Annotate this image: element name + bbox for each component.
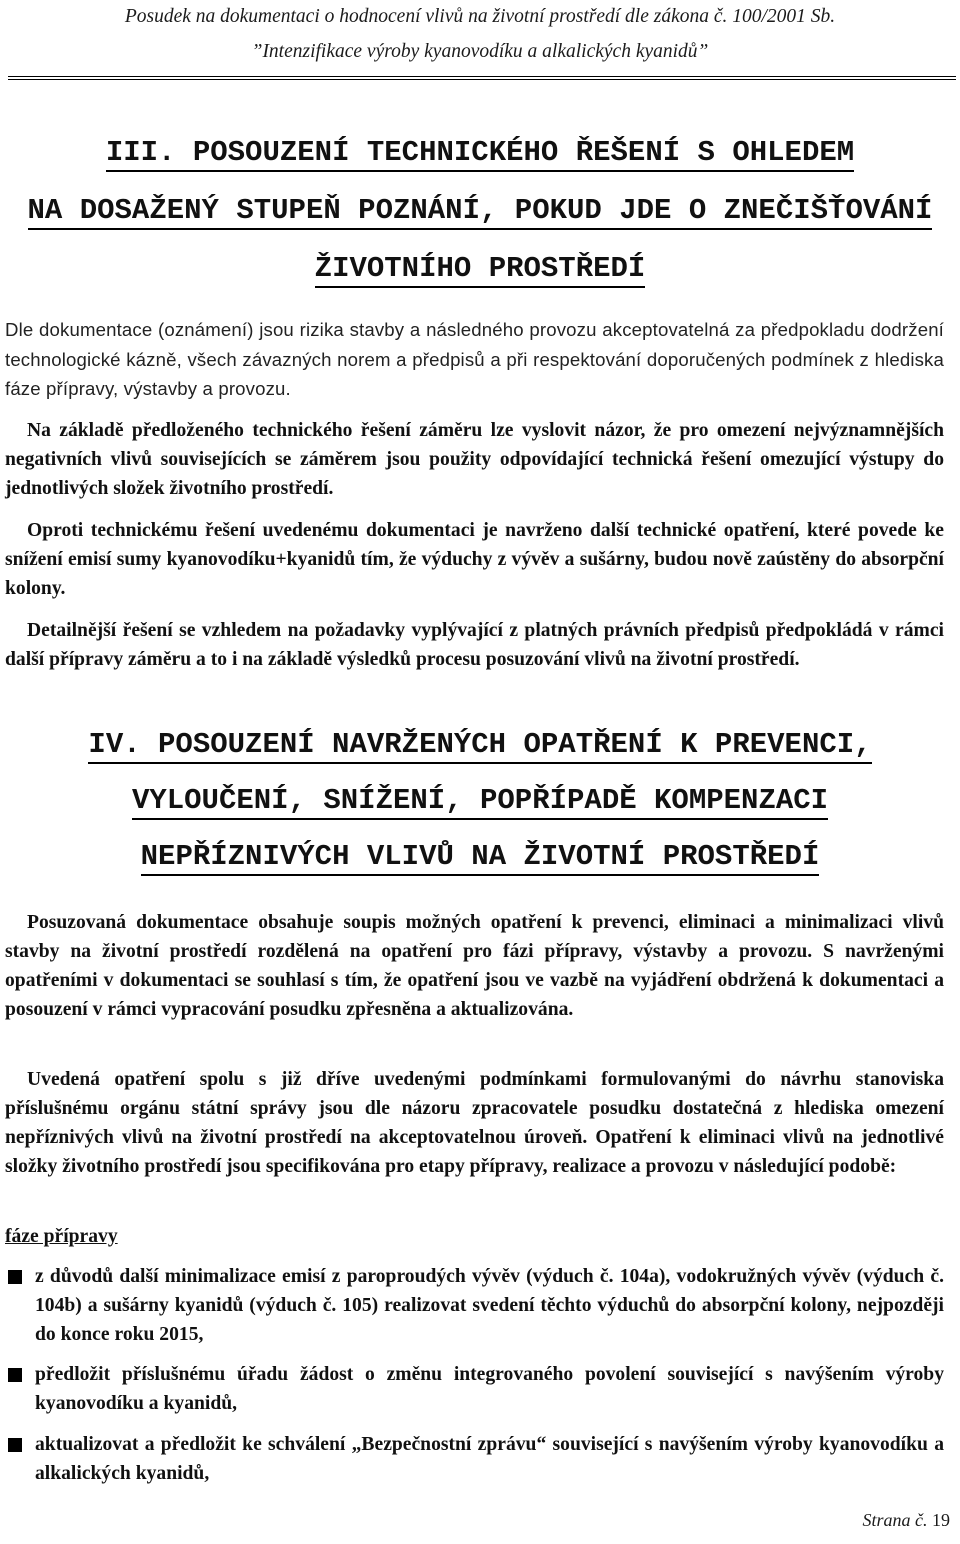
header-rule-bottom <box>8 79 956 80</box>
bullet-square-icon <box>8 1368 22 1382</box>
section4-paragraph-measures-sufficient: Uvedená opatření spolu s již dříve uvedenými podmínkami formulovanými do návrhu stanoviska příslušnému orgánu státní správy jsou dle názoru zpracovatele posudku dostatečná z hlediska omezení nepříznivých vlivů na životní prostředí na akceptovatelnou úroveň. Opatření k eliminaci vlivů na jednotlivé složky životního prostředí jsou specifikována pro etapy přípravy, realizace a provozu v následující podobě: <box>5 1069 944 1177</box>
list-item-text: z důvodů další minimalizace emisí z paroproudých vývěv (výduch č. 104a), vodokružných vývěv (výduch č. 104b) a sušárny kyanidů (výduch č. 105) realizovat svedení těchto výduchů do absorpční kolony, nejpozději do konce roku 2015, <box>35 1266 944 1345</box>
bullet-square-icon <box>8 1438 22 1452</box>
list-item <box>5 1430 944 1488</box>
section4-heading-line1: IV. POSOUZENÍ NAVRŽENÝCH OPATŘENÍ K PREVENCI, <box>0 728 960 762</box>
list-item-text: předložit příslušnému úřadu žádost o změnu integrovaného povolení související s navýšením výroby kyanovodíku a kyanidů, <box>35 1364 944 1414</box>
section3-paragraph-risks: Dle dokumentace (oznámení) jsou rizika stavby a následného provozu akceptovatelná za předpokladu dodržení technologické kázně, všech závazných norem a předpisů a při respektování doporučených podmínek z hlediska fáze přípravy, výstavby a provozu. <box>5 319 944 399</box>
page-number: 19 <box>932 1510 950 1530</box>
section3-paragraph-detailed-solution: Detailnější řešení se vzhledem na požadavky vyplývající z platných právních předpisů předpokládá v rámci další přípravy záměru a to i na základě výsledků procesu posuzování vlivů na životní prostředí. <box>5 620 944 670</box>
section4-heading-line3: NEPŘÍZNIVÝCH VLIVŮ NA ŽIVOTNÍ PROSTŘEDÍ <box>0 840 960 874</box>
section3-heading-line2: NA DOSAŽENÝ STUPEŇ POZNÁNÍ, POKUD JDE O ZNEČIŠŤOVÁNÍ <box>0 194 960 228</box>
bullet-square-icon <box>8 1270 22 1284</box>
section3-heading-line3: ŽIVOTNÍHO PROSTŘEDÍ <box>0 252 960 286</box>
page-footer <box>863 1508 951 1532</box>
header-document-title: Posudek na dokumentaci o hodnocení vlivů na životní prostředí dle zákona č. 100/2001 Sb. <box>124 6 836 27</box>
section3-heading-line1: III. POSOUZENÍ TECHNICKÉHO ŘEŠENÍ S OHLEDEM <box>0 136 960 170</box>
page-label: Strana č. <box>862 1510 928 1530</box>
section3-paragraph-technical-solution: Na základě předloženého technického řešení záměru lze vyslovit názor, že pro omezení nejvýznamnějších negativních vlivů souvisejících se záměrem jsou použity odpovídající technická řešení omezující výstupy do jednotlivých složek životního prostředí. <box>5 420 944 499</box>
phase-label-preparation: fáze přípravy <box>5 1226 118 1247</box>
header-project-title: ”Intenzifikace výroby kyanovodíku a alkalických kyanidů” <box>251 41 709 62</box>
list-item <box>5 1360 944 1418</box>
list-item-text: aktualizovat a předložit ke schválení „Bezpečnostní zprávu“ související s navýšením výroby kyanovodíku a alkalických kyanidů, <box>35 1434 944 1484</box>
section4-paragraph-measures-list: Posuzovaná dokumentace obsahuje soupis možných opatření k prevenci, eliminaci a minimalizaci vlivů stavby na životní prostředí rozdělená na opatření pro fázi přípravy, výstavby a provozu. S navrženými opatřeními v dokumentaci se souhlasí s tím, že opatření jsou ve vazbě na vyjádření obdržená k dokumentaci a posouzení v rámci vypracování posudku zpřesněna a aktualizována. <box>5 912 944 1020</box>
section3-paragraph-additional-measure: Oproti technickému řešení uvedenému dokumentaci je navrženo další technické opatření, které povede ke snížení emisí sumy kyanovodíku+kyanidů tím, že výduchy z vývěv a sušárny, budou nově zaústěny do absorpční kolony. <box>5 520 944 599</box>
list-item <box>5 1262 944 1349</box>
section4-heading-line2: VYLOUČENÍ, SNÍŽENÍ, POPŘÍPADĚ KOMPENZACI <box>0 784 960 818</box>
header-rule-top <box>8 76 956 77</box>
